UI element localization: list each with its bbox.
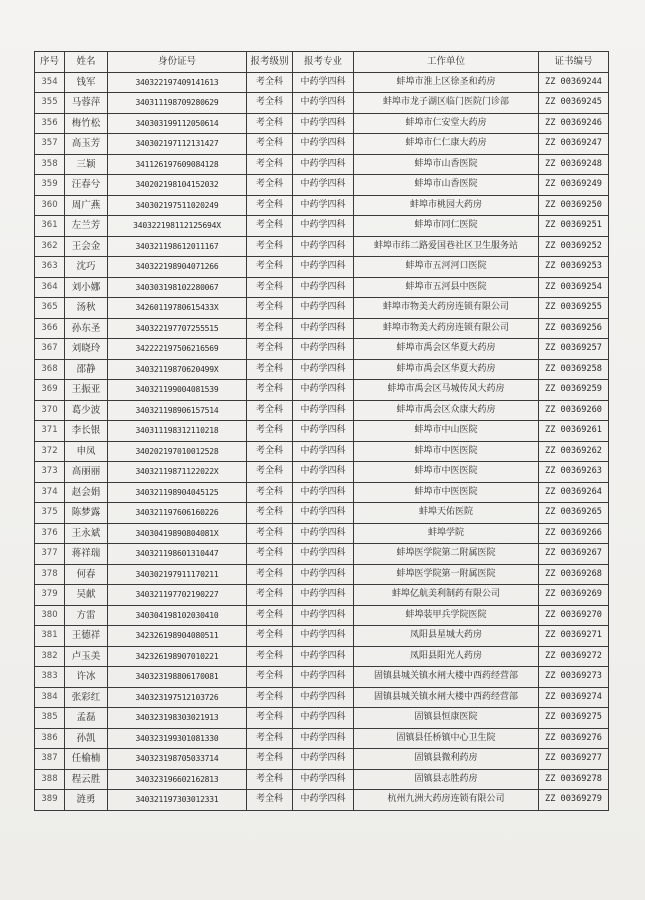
cell-certificate-number: ZZ 00369260 — [539, 400, 609, 421]
cell-id-number: 340321198601310447 — [108, 544, 247, 565]
cell-seq: 359 — [35, 175, 65, 196]
cell-exam-major: 中药学四科 — [293, 626, 354, 647]
cell-work-unit: 蚌埠市中医医院 — [354, 462, 539, 483]
cell-seq: 356 — [35, 113, 65, 134]
cell-exam-level: 考全科 — [247, 72, 293, 93]
cell-name: 许冰 — [65, 667, 108, 688]
cell-id-number: 340321198904045125 — [108, 482, 247, 503]
cell-exam-major: 中药学四科 — [293, 318, 354, 339]
cell-name: 左兰芳 — [65, 216, 108, 237]
cell-exam-major: 中药学四科 — [293, 544, 354, 565]
table-row — [35, 605, 609, 626]
cell-id-number: 340321198612011167 — [108, 236, 247, 257]
cell-certificate-number: ZZ 00369275 — [539, 708, 609, 729]
table-row — [35, 790, 609, 811]
cell-id-number: 34260119780615433X — [108, 298, 247, 319]
cell-seq: 378 — [35, 564, 65, 585]
cell-work-unit: 蚌埠市龙子湖区临门医院门诊部 — [354, 93, 539, 114]
cell-exam-level: 考全科 — [247, 421, 293, 442]
cell-name: 沈巧 — [65, 257, 108, 278]
cell-exam-major: 中药学四科 — [293, 195, 354, 216]
cell-id-number: 340302197511020249 — [108, 195, 247, 216]
cell-certificate-number: ZZ 00369249 — [539, 175, 609, 196]
cell-name: 程云胜 — [65, 769, 108, 790]
cell-name: 王永斌 — [65, 523, 108, 544]
cell-seq: 385 — [35, 708, 65, 729]
cell-exam-major: 中药学四科 — [293, 646, 354, 667]
cell-exam-level: 考全科 — [247, 523, 293, 544]
cell-name: 方雷 — [65, 605, 108, 626]
cell-id-number: 340303199112050614 — [108, 113, 247, 134]
cell-exam-major: 中药学四科 — [293, 339, 354, 360]
cell-id-number: 340321199004081539 — [108, 380, 247, 401]
table-row — [35, 72, 609, 93]
cell-id-number: 340304198102030410 — [108, 605, 247, 626]
cell-id-number: 340321197303012331 — [108, 790, 247, 811]
cell-work-unit: 杭州九洲大药房连锁有限公司 — [354, 790, 539, 811]
cell-certificate-number: ZZ 00369257 — [539, 339, 609, 360]
cell-certificate-number: ZZ 00369274 — [539, 687, 609, 708]
cell-name: 王德祥 — [65, 626, 108, 647]
cell-seq: 386 — [35, 728, 65, 749]
cell-id-number: 340321198906157514 — [108, 400, 247, 421]
cell-exam-major: 中药学四科 — [293, 400, 354, 421]
table-row — [35, 236, 609, 257]
cell-exam-level: 考全科 — [247, 318, 293, 339]
table-row — [35, 359, 609, 380]
cell-seq: 366 — [35, 318, 65, 339]
cell-exam-level: 考全科 — [247, 400, 293, 421]
cell-id-number: 342222197506216569 — [108, 339, 247, 360]
cell-work-unit: 凤阳县阳光人药房 — [354, 646, 539, 667]
cell-exam-level: 考全科 — [247, 380, 293, 401]
cell-work-unit: 固镇县任桥镇中心卫生院 — [354, 728, 539, 749]
cell-name: 李长银 — [65, 421, 108, 442]
cell-exam-major: 中药学四科 — [293, 564, 354, 585]
cell-work-unit: 蚌埠学院 — [354, 523, 539, 544]
cell-certificate-number: ZZ 00369267 — [539, 544, 609, 565]
cell-exam-level: 考全科 — [247, 482, 293, 503]
table-row — [35, 523, 609, 544]
cell-seq: 379 — [35, 585, 65, 606]
certificate-roster-table — [34, 51, 609, 811]
cell-seq: 387 — [35, 749, 65, 770]
cell-name: 高丽丽 — [65, 462, 108, 483]
cell-seq: 380 — [35, 605, 65, 626]
cell-exam-level: 考全科 — [247, 769, 293, 790]
cell-exam-major: 中药学四科 — [293, 298, 354, 319]
cell-exam-level: 考全科 — [247, 113, 293, 134]
table-row — [35, 93, 609, 114]
cell-name: 蒋祥瑞 — [65, 544, 108, 565]
cell-work-unit: 蚌埠市同仁医院 — [354, 216, 539, 237]
table-header-row — [35, 52, 609, 73]
cell-certificate-number: ZZ 00369253 — [539, 257, 609, 278]
cell-exam-level: 考全科 — [247, 298, 293, 319]
table-row — [35, 339, 609, 360]
cell-exam-major: 中药学四科 — [293, 687, 354, 708]
cell-name: 任榆楠 — [65, 749, 108, 770]
cell-exam-major: 中药学四科 — [293, 359, 354, 380]
cell-id-number: 340323198705033714 — [108, 749, 247, 770]
cell-exam-level: 考全科 — [247, 728, 293, 749]
cell-work-unit: 固镇县微利药房 — [354, 749, 539, 770]
cell-work-unit: 蚌埠市中医医院 — [354, 441, 539, 462]
cell-exam-level: 考全科 — [247, 236, 293, 257]
table-row — [35, 667, 609, 688]
cell-id-number: 340302197911170211 — [108, 564, 247, 585]
cell-work-unit: 蚌埠市禹会区华夏大药房 — [354, 359, 539, 380]
cell-seq: 372 — [35, 441, 65, 462]
cell-certificate-number: ZZ 00369272 — [539, 646, 609, 667]
cell-exam-major: 中药学四科 — [293, 667, 354, 688]
cell-id-number: 340311198709280629 — [108, 93, 247, 114]
cell-id-number: 340323197512103726 — [108, 687, 247, 708]
cell-exam-level: 考全科 — [247, 585, 293, 606]
cell-name: 王振亚 — [65, 380, 108, 401]
cell-exam-level: 考全科 — [247, 195, 293, 216]
cell-work-unit: 固镇县志胜药房 — [354, 769, 539, 790]
cell-work-unit: 固镇县恒康医院 — [354, 708, 539, 729]
table-row — [35, 482, 609, 503]
cell-work-unit: 蚌埠市禹会区马城传风大药房 — [354, 380, 539, 401]
cell-id-number: 340302197112131427 — [108, 134, 247, 155]
cell-certificate-number: ZZ 00369269 — [539, 585, 609, 606]
table-row — [35, 646, 609, 667]
table-row — [35, 318, 609, 339]
cell-certificate-number: ZZ 00369268 — [539, 564, 609, 585]
table-row — [35, 728, 609, 749]
cell-name: 卢玉美 — [65, 646, 108, 667]
cell-exam-level: 考全科 — [247, 626, 293, 647]
cell-certificate-number: ZZ 00369261 — [539, 421, 609, 442]
table-row — [35, 626, 609, 647]
cell-exam-level: 考全科 — [247, 277, 293, 298]
cell-id-number: 340322198904071266 — [108, 257, 247, 278]
cell-seq: 371 — [35, 421, 65, 442]
table-row — [35, 134, 609, 155]
cell-certificate-number: ZZ 00369258 — [539, 359, 609, 380]
cell-name: 汪春兮 — [65, 175, 108, 196]
cell-seq: 362 — [35, 236, 65, 257]
cell-name: 陈梦露 — [65, 503, 108, 524]
cell-seq: 388 — [35, 769, 65, 790]
header-seq: 序号 — [35, 52, 65, 73]
cell-exam-level: 考全科 — [247, 708, 293, 729]
cell-certificate-number: ZZ 00369273 — [539, 667, 609, 688]
cell-name: 汤秋 — [65, 298, 108, 319]
cell-exam-level: 考全科 — [247, 687, 293, 708]
cell-id-number: 340322197707255515 — [108, 318, 247, 339]
cell-certificate-number: ZZ 00369248 — [539, 154, 609, 175]
cell-exam-level: 考全科 — [247, 359, 293, 380]
cell-id-number: 340323199301081330 — [108, 728, 247, 749]
cell-seq: 354 — [35, 72, 65, 93]
header-certificate-number: 证书编号 — [539, 52, 609, 73]
table-row — [35, 441, 609, 462]
cell-exam-level: 考全科 — [247, 154, 293, 175]
cell-work-unit: 蚌埠市中山医院 — [354, 421, 539, 442]
cell-name: 刘晓玲 — [65, 339, 108, 360]
table-row — [35, 564, 609, 585]
table-row — [35, 380, 609, 401]
cell-exam-major: 中药学四科 — [293, 380, 354, 401]
cell-exam-major: 中药学四科 — [293, 769, 354, 790]
cell-seq: 376 — [35, 523, 65, 544]
cell-name: 孟磊 — [65, 708, 108, 729]
cell-seq: 355 — [35, 93, 65, 114]
cell-work-unit: 蚌埠市中医医院 — [354, 482, 539, 503]
cell-work-unit: 蚌埠市物美大药房连锁有限公司 — [354, 298, 539, 319]
cell-name: 葛少波 — [65, 400, 108, 421]
cell-id-number: 340321197606160226 — [108, 503, 247, 524]
table-row — [35, 585, 609, 606]
cell-work-unit: 蚌埠市山香医院 — [354, 154, 539, 175]
cell-work-unit: 蚌埠天佑医院 — [354, 503, 539, 524]
cell-seq: 360 — [35, 195, 65, 216]
cell-seq: 384 — [35, 687, 65, 708]
cell-seq: 363 — [35, 257, 65, 278]
cell-exam-major: 中药学四科 — [293, 134, 354, 155]
cell-seq: 381 — [35, 626, 65, 647]
cell-work-unit: 蚌埠市山香医院 — [354, 175, 539, 196]
cell-exam-major: 中药学四科 — [293, 72, 354, 93]
cell-seq: 370 — [35, 400, 65, 421]
cell-exam-major: 中药学四科 — [293, 482, 354, 503]
cell-seq: 377 — [35, 544, 65, 565]
cell-name: 涟勇 — [65, 790, 108, 811]
header-work-unit: 工作单位 — [354, 52, 539, 73]
cell-certificate-number: ZZ 00369279 — [539, 790, 609, 811]
cell-work-unit: 蚌埠市淮上区徐圣和药房 — [354, 72, 539, 93]
cell-certificate-number: ZZ 00369271 — [539, 626, 609, 647]
cell-exam-level: 考全科 — [247, 216, 293, 237]
cell-seq: 374 — [35, 482, 65, 503]
cell-seq: 358 — [35, 154, 65, 175]
cell-id-number: 340311198312110218 — [108, 421, 247, 442]
cell-name: 王会金 — [65, 236, 108, 257]
cell-certificate-number: ZZ 00369244 — [539, 72, 609, 93]
cell-work-unit: 蚌埠市禹会区华夏大药房 — [354, 339, 539, 360]
cell-seq: 369 — [35, 380, 65, 401]
cell-work-unit: 蚌埠市仁仁康大药房 — [354, 134, 539, 155]
cell-exam-level: 考全科 — [247, 646, 293, 667]
cell-name: 钱军 — [65, 72, 108, 93]
cell-certificate-number: ZZ 00369264 — [539, 482, 609, 503]
cell-id-number: 342326198907010221 — [108, 646, 247, 667]
cell-id-number: 340323196602162813 — [108, 769, 247, 790]
cell-certificate-number: ZZ 00369262 — [539, 441, 609, 462]
table-row — [35, 175, 609, 196]
cell-work-unit: 蚌埠医学院第二附属医院 — [354, 544, 539, 565]
cell-certificate-number: ZZ 00369276 — [539, 728, 609, 749]
cell-exam-major: 中药学四科 — [293, 708, 354, 729]
cell-seq: 368 — [35, 359, 65, 380]
cell-exam-major: 中药学四科 — [293, 175, 354, 196]
cell-seq: 373 — [35, 462, 65, 483]
table-row — [35, 544, 609, 565]
header-name: 姓名 — [65, 52, 108, 73]
cell-exam-major: 中药学四科 — [293, 749, 354, 770]
cell-work-unit: 蚌埠市仁安堂大药房 — [354, 113, 539, 134]
cell-exam-major: 中药学四科 — [293, 421, 354, 442]
table-row — [35, 298, 609, 319]
cell-name: 吴献 — [65, 585, 108, 606]
table-row — [35, 769, 609, 790]
cell-exam-level: 考全科 — [247, 175, 293, 196]
cell-exam-level: 考全科 — [247, 790, 293, 811]
cell-work-unit: 凤阳县星城大药房 — [354, 626, 539, 647]
cell-seq: 389 — [35, 790, 65, 811]
table-row — [35, 113, 609, 134]
cell-exam-level: 考全科 — [247, 441, 293, 462]
cell-seq: 357 — [35, 134, 65, 155]
cell-seq: 375 — [35, 503, 65, 524]
table-row — [35, 195, 609, 216]
cell-name: 周广燕 — [65, 195, 108, 216]
cell-id-number: 341126197609084128 — [108, 154, 247, 175]
cell-id-number: 340303198102280067 — [108, 277, 247, 298]
cell-exam-major: 中药学四科 — [293, 257, 354, 278]
cell-certificate-number: ZZ 00369278 — [539, 769, 609, 790]
cell-exam-major: 中药学四科 — [293, 503, 354, 524]
cell-certificate-number: ZZ 00369259 — [539, 380, 609, 401]
cell-id-number: 34032119871122022X — [108, 462, 247, 483]
table-row — [35, 503, 609, 524]
table-row — [35, 462, 609, 483]
cell-work-unit: 蚌埠市五河河口医院 — [354, 257, 539, 278]
table-row — [35, 687, 609, 708]
cell-certificate-number: ZZ 00369255 — [539, 298, 609, 319]
header-exam-level: 报考级别 — [247, 52, 293, 73]
cell-exam-major: 中药学四科 — [293, 236, 354, 257]
cell-seq: 367 — [35, 339, 65, 360]
cell-exam-level: 考全科 — [247, 564, 293, 585]
cell-name: 马蓉萍 — [65, 93, 108, 114]
cell-name: 孙东圣 — [65, 318, 108, 339]
cell-exam-major: 中药学四科 — [293, 154, 354, 175]
cell-exam-major: 中药学四科 — [293, 277, 354, 298]
cell-id-number: 340321197702190227 — [108, 585, 247, 606]
table-row — [35, 749, 609, 770]
cell-work-unit: 蚌埠市纬二路爱国巷社区卫生服务站 — [354, 236, 539, 257]
cell-exam-level: 考全科 — [247, 605, 293, 626]
cell-name: 赵会娟 — [65, 482, 108, 503]
cell-certificate-number: ZZ 00369256 — [539, 318, 609, 339]
cell-certificate-number: ZZ 00369266 — [539, 523, 609, 544]
table-row — [35, 400, 609, 421]
cell-certificate-number: ZZ 00369263 — [539, 462, 609, 483]
cell-exam-level: 考全科 — [247, 339, 293, 360]
cell-work-unit: 蚌埠市五河县中医院 — [354, 277, 539, 298]
cell-exam-major: 中药学四科 — [293, 441, 354, 462]
cell-exam-level: 考全科 — [247, 749, 293, 770]
cell-exam-major: 中药学四科 — [293, 585, 354, 606]
cell-id-number: 34032119870620499X — [108, 359, 247, 380]
cell-name: 张彩红 — [65, 687, 108, 708]
cell-name: 邵静 — [65, 359, 108, 380]
cell-id-number: 340202198104152032 — [108, 175, 247, 196]
cell-exam-level: 考全科 — [247, 134, 293, 155]
cell-certificate-number: ZZ 00369245 — [539, 93, 609, 114]
cell-exam-major: 中药学四科 — [293, 728, 354, 749]
cell-name: 孙凯 — [65, 728, 108, 749]
cell-name: 梅竹松 — [65, 113, 108, 134]
cell-work-unit: 固镇县城关镇水闸大楼中西药经营部 — [354, 687, 539, 708]
cell-certificate-number: ZZ 00369277 — [539, 749, 609, 770]
cell-seq: 361 — [35, 216, 65, 237]
cell-certificate-number: ZZ 00369250 — [539, 195, 609, 216]
cell-certificate-number: ZZ 00369252 — [539, 236, 609, 257]
cell-id-number: 340322198112125694X — [108, 216, 247, 237]
table-row — [35, 277, 609, 298]
cell-seq: 364 — [35, 277, 65, 298]
table-row — [35, 154, 609, 175]
cell-id-number: 34030419890804081X — [108, 523, 247, 544]
header-id-number: 身份证号 — [108, 52, 247, 73]
cell-id-number: 342326198904080511 — [108, 626, 247, 647]
cell-certificate-number: ZZ 00369247 — [539, 134, 609, 155]
cell-name: 何春 — [65, 564, 108, 585]
cell-work-unit: 蚌埠医学院第一附属医院 — [354, 564, 539, 585]
cell-exam-major: 中药学四科 — [293, 113, 354, 134]
cell-exam-level: 考全科 — [247, 462, 293, 483]
cell-seq: 382 — [35, 646, 65, 667]
table-row — [35, 421, 609, 442]
cell-exam-level: 考全科 — [247, 544, 293, 565]
cell-certificate-number: ZZ 00369251 — [539, 216, 609, 237]
cell-certificate-number: ZZ 00369246 — [539, 113, 609, 134]
cell-name: 三颖 — [65, 154, 108, 175]
cell-seq: 365 — [35, 298, 65, 319]
cell-exam-major: 中药学四科 — [293, 523, 354, 544]
cell-name: 申凤 — [65, 441, 108, 462]
cell-exam-level: 考全科 — [247, 667, 293, 688]
cell-work-unit: 蚌埠市桃园大药房 — [354, 195, 539, 216]
cell-work-unit: 蚌埠市禹会区众康大药房 — [354, 400, 539, 421]
cell-seq: 383 — [35, 667, 65, 688]
cell-id-number: 340323198806170081 — [108, 667, 247, 688]
cell-work-unit: 固镇县城关镇水闸大楼中西药经营部 — [354, 667, 539, 688]
cell-exam-major: 中药学四科 — [293, 462, 354, 483]
cell-exam-major: 中药学四科 — [293, 93, 354, 114]
cell-work-unit: 蚌埠市物美大药房连锁有限公司 — [354, 318, 539, 339]
table-row — [35, 708, 609, 729]
header-exam-major: 报考专业 — [293, 52, 354, 73]
table-row — [35, 216, 609, 237]
cell-work-unit: 蚌埠装甲兵学院医院 — [354, 605, 539, 626]
cell-exam-major: 中药学四科 — [293, 790, 354, 811]
cell-certificate-number: ZZ 00369265 — [539, 503, 609, 524]
cell-exam-level: 考全科 — [247, 257, 293, 278]
cell-name: 高玉芳 — [65, 134, 108, 155]
cell-certificate-number: ZZ 00369270 — [539, 605, 609, 626]
cell-id-number: 340202197010012528 — [108, 441, 247, 462]
cell-id-number: 340322197409141613 — [108, 72, 247, 93]
cell-exam-major: 中药学四科 — [293, 605, 354, 626]
cell-work-unit: 蚌埠亿航美利制药有限公司 — [354, 585, 539, 606]
table-row — [35, 257, 609, 278]
cell-id-number: 340323198303021913 — [108, 708, 247, 729]
cell-exam-level: 考全科 — [247, 503, 293, 524]
cell-exam-level: 考全科 — [247, 93, 293, 114]
cell-certificate-number: ZZ 00369254 — [539, 277, 609, 298]
cell-exam-major: 中药学四科 — [293, 216, 354, 237]
cell-name: 刘小娜 — [65, 277, 108, 298]
